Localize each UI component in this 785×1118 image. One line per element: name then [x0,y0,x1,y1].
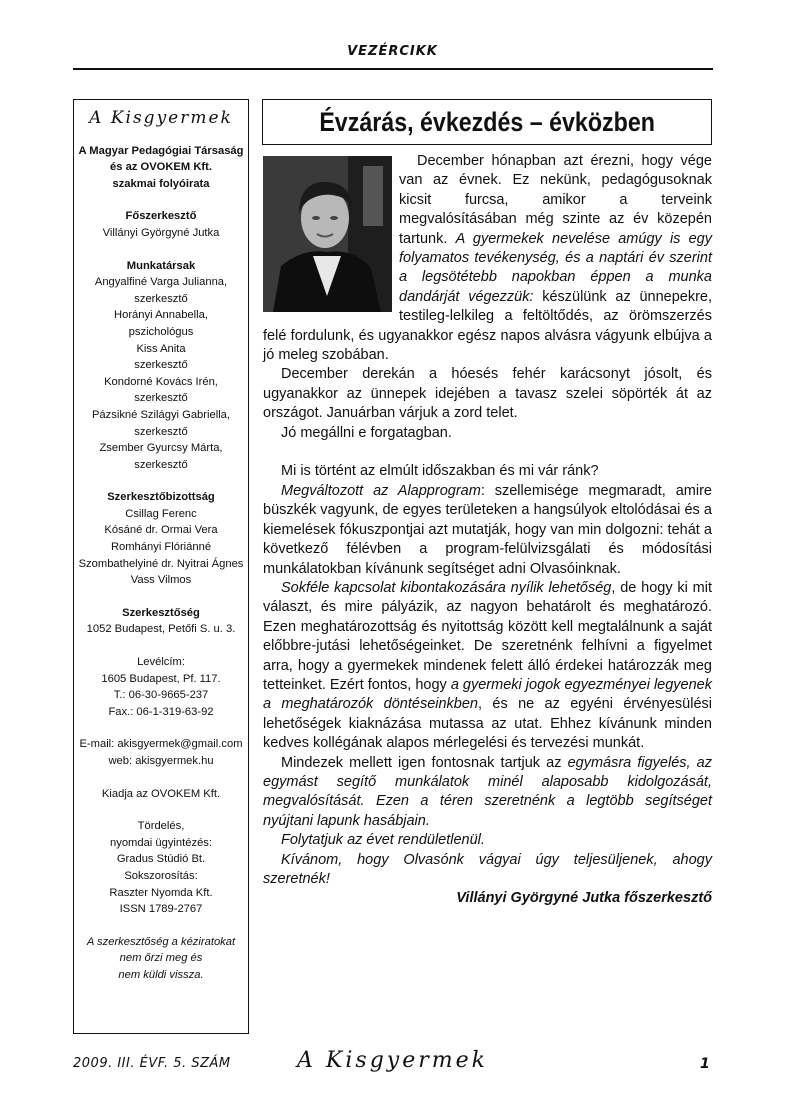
staff-line: Pázsikné Szilágyi Gabriella, [91,408,231,421]
paragraph: Megváltozott az Alapprogram: szellemisége megmaradt, amire büszkék vagyunk, de egyes területeken a hangsúlyok eltolódásai és a kiemelések fókuszpontjai azt mutatják, hogy van min dolgozni: tehát a következő félévben a program-felülvizsgálati és módosítási munkálatokban kívánunk segítséget adni Olvasóinknak. [263,482,712,577]
staff-line: pszichológus [128,325,194,338]
masthead-sidebar [73,99,249,1034]
notice-line: nem küldi vissza. [118,968,204,981]
production-line: Raszter Nyomda Kft. [109,886,213,899]
mail-line: T.: 06-30-9665-237 [113,689,209,702]
production-line: Tördelés, [137,820,185,833]
manuscript-notice [74,934,248,984]
issue-label: 2009. III. ÉVF. 5. SZÁM [73,1056,231,1071]
committee-member: Vass Vilmos [130,574,192,587]
paragraph: Mindezek mellett igen fontosnak tartjuk az egymásra figyelés, az egymást segítő munkálatok minél alaposabb kidolgozását, megvalósítását. Ezen a téren szeretnénk a legtöbb segítséget nyújtani lapunk hasábjain. [263,754,712,829]
committee-member: Kósáné dr. Ormai Vera [104,524,218,537]
committee-heading: Szerkesztőbizottság [107,491,215,504]
committee-list [74,506,248,589]
staff-line: szerkesztő [134,292,188,305]
article-body [263,152,712,909]
email-line: E-mail: akisgyermek@gmail.com [79,738,243,751]
paragraph: Folytatjuk az évet rendületlenül. [281,832,485,849]
staff-line: Kiss Anita [136,342,186,355]
section-label: VEZÉRCIKK [347,44,438,59]
production-line: nyomdai ügyintézés: [110,836,212,849]
staff-list [74,274,248,473]
office-heading: Szerkesztőség [122,606,200,619]
paragraph: December hónapban azt érezni, hogy vége van az évnek. Ez nekünk, pedagógusoknak kicsit furcsa, amikor a terveink megvalósításában még szinte az év közepén tartunk. A gyermekek nevelése amúgy is egy folyamatos tevékenység, és a naptári év szerint a legsötétebb napokban éppen a munka dandárját végezzük: készülünk az ünnepekre, testileg-lelkileg a feltöltődés, az örömszerzés felé fordulunk, és ugyanakkor egész napos alvásra vágyunk elbújva a jó meleg szobában. [263,153,713,364]
issuer-line: Kiadja az OVOKEM Kft. [101,787,221,800]
staff-line: Horányi Annabella, [114,309,208,322]
staff-line: szerkesztő [134,392,188,405]
paragraph: Mi is történt az elmúlt időszakban és mi vár ránk? [281,463,599,480]
production-block [74,818,248,918]
article-title: Évzárás, évkezdés – évközben [319,107,655,137]
editor-heading: Főszerkesztő [125,210,197,223]
production-line: ISSN 1789-2767 [119,903,203,916]
staff-line: szerkesztő [134,425,188,438]
paragraph: December derekán a hóesés fehér karácsonyt jósolt, és ugyanakkor az ünnepek idejében a tavasz szelei söpörték át az országot. Januárban várjuk a zord telet. [263,366,712,422]
article-title-box [262,99,712,145]
production-line: Sokszorosítás: [124,869,198,882]
committee-member: Csillag Ferenc [125,507,197,520]
signature: Villányi Györgyné Jutka főszerkesztő [456,890,712,907]
staff-heading: Munkatársak [126,259,196,272]
mail-line: Levélcím: [137,656,185,669]
committee-member: Romhányi Flóriánné [110,541,212,554]
staff-line: Angyalfiné Varga Julianna, [94,276,228,289]
web-line: web: akisgyermek.hu [108,755,214,767]
committee-member: Szombathelyiné dr. Nyitrai Ágnes [78,557,244,570]
header-rule [73,68,713,70]
page-number: 1 [700,1056,710,1072]
paragraph: Sokféle kapcsolat kibontakozására nyílik lehetőség, de hogy ki mit választ, és mire pályázik, az nagyon behatárolt és meghatározó. Ezen meghatározottság és nyitottság között kell megtalálnunk a saját előbbre-jutási lehetőségeinket. De szeretnénk felhívni a figyelmet arra, hogy a gyermekek mindenek felett álló érdekei határozzák meg tetteinket. Ezért fontos, hogy a gyermeki jogok egyezményei legyenek a meghatározók döntéseinkben, és ne az egyéni érvényesülési lehetőségek kiaknázása mutassa az utat. Ehhez kívánunk minden kedves kollégának alapos mérlegelési és tervezési munkát. [263,579,713,752]
office-address: 1052 Budapest, Petőfi S. u. 3. [86,623,236,636]
editor-name: Villányi Györgyné Jutka [102,226,220,239]
footer-logo: A Kisgyermek [297,1048,488,1073]
publisher-line: A Magyar Pedagógiai Társaság [78,144,244,157]
notice-line: A szerkesztőség a kéziratokat [86,935,236,948]
mail-line: 1605 Budapest, Pf. 117. [101,672,221,685]
staff-line: szerkesztő [134,359,188,372]
sidebar-logo: A Kisgyermek [89,108,233,128]
staff-line: szerkesztő [134,458,188,471]
staff-line: Zsember Gyurcsy Márta, [99,442,223,455]
publisher-line: és az OVOKEM Kft. [110,161,212,174]
mail-line: Fax.: 06-1-319-63-92 [108,705,214,718]
notice-line: nem őrzi meg és [119,952,203,965]
production-line: Gradus Stúdió Bt. [116,853,206,866]
mail-address-block [74,654,248,720]
paragraph: Jó megállni e forgatagban. [281,424,452,441]
publisher-line: szakmai folyóirata [112,177,210,190]
paragraph: Kívánom, hogy Olvasónk vágyai úgy teljesüljenek, ahogy szeretnék! [263,851,712,888]
staff-line: Kondorné Kovács Irén, [104,375,218,388]
